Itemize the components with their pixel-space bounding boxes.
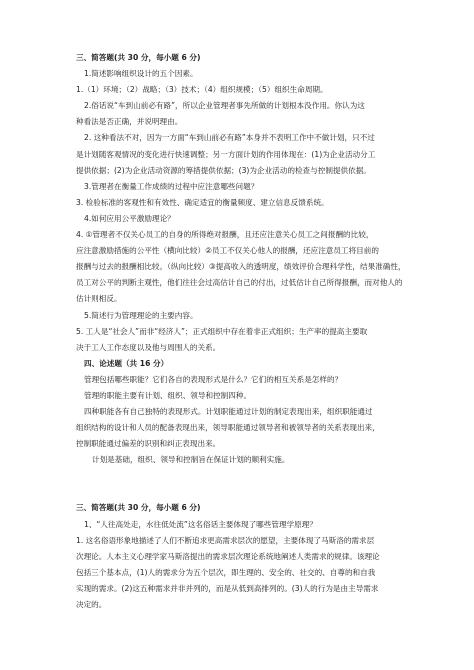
answer-b1-cont: 包括三个基本点，(1)人的需求分为五个层次，即生理的、安全的、社交的、自尊的和自我: [76, 567, 376, 577]
question-5: 5.简述行为管理理论的主要内容。: [84, 310, 198, 320]
essay-question: 管理包括哪些职能？它们各自的表现形式是什么？它们的相互关系是怎样的？: [84, 374, 343, 384]
answer-2-cont: 是计划随客观情况的变化进行快速调整；另一方面计划的作用体现在：(1)为企业活动分工: [76, 149, 376, 159]
essay-answer: 管理的职能主要有计划、组织、领导和控制四种。: [84, 390, 252, 400]
question-b1: 1、“人往高处走，水往低处流”这名俗话主要体现了哪些管理学原理？: [84, 519, 317, 529]
answer-4-cont: 估计则相反。: [76, 294, 122, 304]
question-1: 1.简述影响组织设计的五个因素。: [84, 69, 198, 79]
section-heading-short-answer-2: 三、简答题(共 30 分，每小题 6 分): [76, 503, 201, 513]
answer-2-cont: 提供依据；(2)为企业活动资源的筹措提供依据；(3)为企业活动的检查与控制提供依据。: [76, 165, 371, 175]
section-spacer: [76, 468, 428, 500]
essay-answer: 计划是基础，组织、领导和控制旨在保证计划的顺利实施。: [92, 455, 290, 465]
answer-b1-cont: 次理论。人本主义心理学家马斯洛提出的需求层次理论系统地阐述人类需求的规律。该理论: [76, 551, 380, 561]
answer-4-cont: 员工对公平的判断主观性，他们往往会过高估计自己的付出，过低估计自己所得报酬，而对他人的: [76, 278, 403, 288]
answer-b1: 1. 这名俗语形象地描述了人们不断追求更高需求层次的愿望，主要体现了马斯洛的需求层: [76, 535, 375, 545]
answer-4-cont: 应注意激励措施的公平性（横向比较）②员工不仅关心他人的报酬，还应注意员工将目前的: [76, 246, 379, 256]
section-heading-essay: 四、论述题（共 16 分）: [84, 358, 169, 368]
essay-answer-cont: 组织结构的设计和人员的配备表现出来，领导职能通过领导者和被领导者的关系表现出来，: [76, 423, 380, 433]
essay-answer: 四种职能各有自己独特的表现形式。计划职能通过计划的制定表现出来，组织职能通过: [84, 407, 373, 417]
answer-3: 3. 检验标准的客观性和有效性、确定适宜的衡量频度、建立信息反馈系统。: [76, 197, 329, 207]
answer-5-cont: 决于工人工作态度以及他与周围人的关系。: [76, 342, 221, 352]
question-2: 2.俗话说“车到山前必有路”，所以企业管理者事先所做的计划根本没作用。你认为这: [84, 101, 365, 111]
essay-answer-cont: 控制职能通过偏差的识别和纠正表现出来。: [76, 439, 221, 449]
question-2-cont: 种看法是否正确，并说明理由。: [76, 117, 183, 127]
section-heading-short-answer: 三、简答题(共 30 分，每小题 6 分): [76, 53, 201, 62]
answer-5: 5. 工人是“社会人”而非“经济人”；正式组织中存在着非正式组织；生产率的提高主要取: [76, 326, 368, 336]
answer-1: 1.（1）环境；（2）战略；（3）技术；（4）组织规模；（5）组织生命周期。: [76, 85, 328, 95]
question-4: 4.如何应用公平激励理论？: [84, 213, 175, 223]
answer-4: 4. ①管理者不仅关心员工的自身的所得绝对报酬，且还应注意关心员工之间报酬的比较，: [76, 230, 374, 240]
answer-4-cont: 报酬与过去的报酬相比较。（纵向比较）③提高收入的透明度，绩效评价合理科学性，结果准确性，: [76, 262, 406, 272]
answer-b1-cont: 决定的。: [76, 600, 107, 609]
document-content: [76, 50, 428, 613]
question-3: 3.管理者在衡量工作成绩的过程中应注意哪些问题？: [84, 181, 259, 191]
answer-2: 2. 这种看法不对，因为一方面“车到山前必有路”本身并不表明工作中不做计划，只不过: [84, 133, 375, 143]
answer-b1-cont: 实现的需求。(2)这五种需求并非并列的，而是从低到高排列的。(3)人的行为是由主导需求: [76, 583, 379, 593]
